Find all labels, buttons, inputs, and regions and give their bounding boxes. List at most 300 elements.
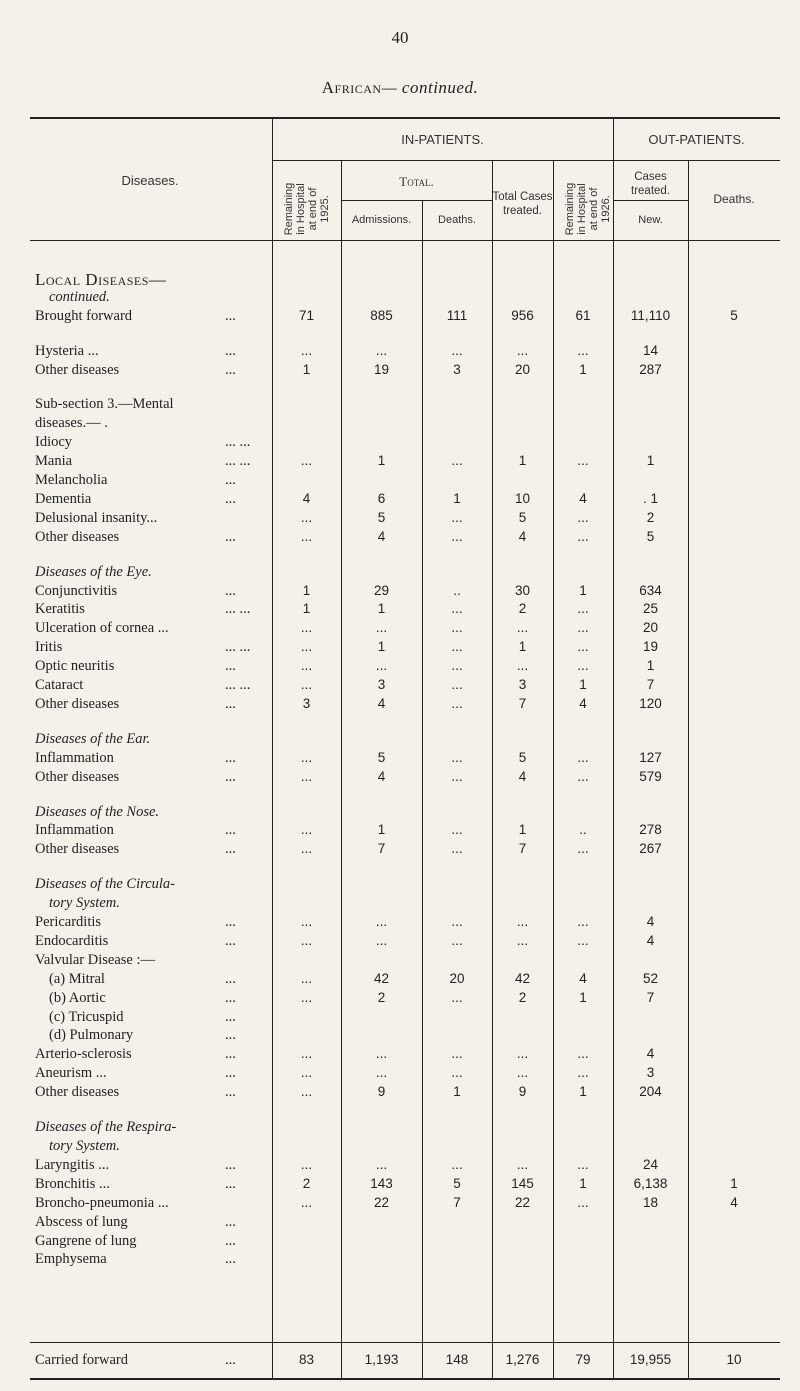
cell-deaths: 7 xyxy=(453,1195,461,1210)
page-title xyxy=(0,78,800,98)
cell-admissions: 4 xyxy=(377,769,386,784)
table-row xyxy=(0,731,800,751)
cell-new: 5 xyxy=(646,529,655,544)
cell-deaths: .. xyxy=(453,583,461,598)
table-row xyxy=(0,914,800,934)
cell-admissions: 1 xyxy=(377,453,386,468)
cell-total-cases: 7 xyxy=(518,841,527,856)
cell-remaining-1925: 1 xyxy=(302,583,311,598)
cell-remaining-1925: ... xyxy=(300,990,313,1005)
cell-remaining-1925: ... xyxy=(300,914,313,929)
cell-total-cases: 2 xyxy=(518,601,527,616)
cell-remaining-1925: ... xyxy=(300,1046,313,1061)
carried-forward-label: Carried forward xyxy=(35,1352,128,1368)
cell-remaining-1925: ... xyxy=(300,343,313,358)
table-row xyxy=(0,804,800,824)
cell-admissions: 42 xyxy=(373,971,390,986)
cell-new: 278 xyxy=(639,822,662,837)
row-leader-dots: ... xyxy=(225,658,236,674)
table-row xyxy=(0,529,800,549)
carried-forward-dots: ... xyxy=(225,1352,236,1368)
header-cases-treated-l1: Cases xyxy=(634,171,667,183)
cell-new: 4 xyxy=(646,914,655,929)
cell-new: 204 xyxy=(639,1084,662,1099)
row-label: continued. xyxy=(49,289,110,305)
cell-new: 24 xyxy=(642,1157,659,1172)
row-label: tory System. xyxy=(49,895,120,911)
cell-remaining-1925: ... xyxy=(300,933,313,948)
header-in-patients: IN-PATIENTS. xyxy=(401,132,484,147)
header-new: New. xyxy=(638,214,663,226)
header-total-cases-l2: treated. xyxy=(503,205,542,217)
cell-admissions: ... xyxy=(375,658,388,673)
cell-deaths: ... xyxy=(451,914,463,929)
cf-out-deaths: 10 xyxy=(726,1352,742,1367)
cell-remaining-1925: ... xyxy=(300,453,313,468)
table-row xyxy=(0,343,800,363)
cell-remaining-1926: 61 xyxy=(575,308,591,323)
table-row xyxy=(0,1138,800,1158)
row-leader-dots: ... xyxy=(225,933,236,949)
cell-deaths: ... xyxy=(451,769,463,784)
row-label: Valvular Disease :— xyxy=(35,952,155,968)
cell-remaining-1925: ... xyxy=(300,769,313,784)
row-label: Laryngitis ... xyxy=(35,1157,110,1173)
cell-admissions: 7 xyxy=(377,841,386,856)
cell-deaths: ... xyxy=(451,529,463,544)
table-row xyxy=(0,620,800,640)
cell-admissions: 22 xyxy=(373,1195,390,1210)
cf-new: 19,955 xyxy=(629,1352,672,1367)
cell-admissions: 4 xyxy=(377,696,386,711)
cell-total-cases: 2 xyxy=(518,990,527,1005)
in-patients-rule xyxy=(272,160,780,161)
row-leader-dots: ... xyxy=(225,1176,236,1192)
cell-deaths: ... xyxy=(451,453,463,468)
row-label: Brought forward xyxy=(35,308,133,324)
row-leader-dots: ... xyxy=(225,1027,236,1043)
row-label: Other diseases xyxy=(35,529,120,545)
cell-deaths: ... xyxy=(451,1046,463,1061)
table-row xyxy=(0,510,800,530)
header-remaining-1926-l3: at end of xyxy=(588,187,600,231)
cell-remaining-1926: 1 xyxy=(579,1084,587,1099)
cell-new: 579 xyxy=(639,769,662,784)
cf-deaths: 148 xyxy=(445,1352,469,1367)
table-row xyxy=(0,564,800,584)
cell-remaining-1926: .. xyxy=(579,822,587,837)
cell-admissions: 9 xyxy=(377,1084,386,1099)
cell-admissions: 1 xyxy=(377,822,386,837)
cell-deaths: ... xyxy=(451,750,463,765)
row-leader-dots: ... xyxy=(225,343,236,359)
row-label: Delusional insanity... xyxy=(35,510,158,526)
cell-total-cases: ... xyxy=(516,914,529,929)
cell-total-cases: 42 xyxy=(514,971,531,986)
row-label: Other diseases xyxy=(35,362,120,378)
row-leader-dots: ... xyxy=(225,971,236,987)
row-label: Gangrene of lung xyxy=(35,1233,137,1249)
title-sub: — continued. xyxy=(381,78,479,97)
cell-new: 120 xyxy=(639,696,662,711)
row-leader-dots: ... ... xyxy=(225,601,251,617)
row-label: Conjunctivitis xyxy=(35,583,118,599)
row-leader-dots: ... xyxy=(225,529,236,545)
table-row xyxy=(0,1027,800,1047)
row-leader-dots: ... xyxy=(225,491,236,507)
table-row xyxy=(0,1084,800,1104)
cell-remaining-1925: ... xyxy=(300,529,313,544)
header-total-cases xyxy=(492,190,553,218)
table-row xyxy=(0,583,800,603)
cell-total-cases: ... xyxy=(516,933,529,948)
cell-total-cases: 145 xyxy=(511,1176,534,1191)
cf-remaining-1926: 79 xyxy=(575,1352,591,1367)
header-remaining-1925-l3: at end of xyxy=(307,187,319,231)
cell-deaths: ... xyxy=(451,822,463,837)
header-remaining-1925-l1: Remaining xyxy=(283,182,295,236)
table-row xyxy=(0,933,800,953)
row-leader-dots: ... xyxy=(225,362,236,378)
table-row xyxy=(0,289,800,309)
cell-remaining-1926: ... xyxy=(577,639,589,654)
header-total-cases-l1: Total Cases xyxy=(492,191,553,203)
cell-admissions: 2 xyxy=(377,990,386,1005)
row-leader-dots: ... xyxy=(225,1009,236,1025)
row-leader-dots: ... xyxy=(225,583,236,599)
cell-admissions: 6 xyxy=(377,491,386,506)
cell-new: 52 xyxy=(642,971,659,986)
cell-remaining-1925: ... xyxy=(300,971,313,986)
cell-new: 634 xyxy=(639,583,662,598)
page-number: 40 xyxy=(391,28,409,47)
cell-deaths: 5 xyxy=(453,1176,461,1191)
cell-total-cases: 1 xyxy=(518,639,527,654)
cell-admissions: 4 xyxy=(377,529,386,544)
cell-total-cases: 956 xyxy=(511,308,534,323)
table-row xyxy=(0,895,800,915)
cases-sub-rule xyxy=(613,200,688,201)
header-admissions: Admissions. xyxy=(351,214,412,226)
cell-admissions: ... xyxy=(375,620,388,635)
cell-deaths: ... xyxy=(451,658,463,673)
top-rule xyxy=(30,117,780,119)
row-label: Arterio-sclerosis xyxy=(35,1046,132,1062)
cell-remaining-1926: ... xyxy=(577,750,589,765)
cell-admissions: ... xyxy=(375,1046,388,1061)
cell-new: . 1 xyxy=(642,491,658,506)
table-row xyxy=(0,308,800,328)
table-row xyxy=(0,1251,800,1271)
table-row xyxy=(0,472,800,492)
cell-new: 11,110 xyxy=(630,308,671,323)
cell-remaining-1926: ... xyxy=(577,1065,589,1080)
cell-admissions: 143 xyxy=(370,1176,393,1191)
row-label: Diseases of the Respira- xyxy=(35,1119,177,1135)
header-remaining-1925-l4: 1925. xyxy=(319,195,331,223)
cell-deaths: 20 xyxy=(449,971,465,986)
cell-total-cases: 4 xyxy=(518,769,527,784)
row-label: Other diseases xyxy=(35,1084,120,1100)
cell-admissions: ... xyxy=(375,1065,388,1080)
cell-deaths: ... xyxy=(451,510,463,525)
cell-out-deaths: 5 xyxy=(730,308,738,323)
row-leader-dots: ... xyxy=(225,1233,236,1249)
cell-deaths: ... xyxy=(451,1157,463,1172)
table-row xyxy=(0,822,800,842)
cell-remaining-1925: 2 xyxy=(302,1176,311,1191)
title-main: African xyxy=(321,78,382,97)
cell-deaths: 1 xyxy=(453,491,461,506)
cell-new: 4 xyxy=(646,933,655,948)
table-row xyxy=(0,270,800,290)
cf-admissions: 1,193 xyxy=(364,1352,399,1367)
cell-total-cases: ... xyxy=(516,658,529,673)
cell-new: 127 xyxy=(639,750,662,765)
row-label: Inflammation xyxy=(35,750,114,766)
cell-remaining-1925: ... xyxy=(300,822,313,837)
row-label: Idiocy xyxy=(35,434,73,450)
row-label: Diseases of the Eye. xyxy=(35,564,152,580)
table-row xyxy=(0,1065,800,1085)
row-leader-dots: ... xyxy=(225,472,236,488)
cell-remaining-1925: ... xyxy=(300,750,313,765)
cell-remaining-1926: 1 xyxy=(579,990,587,1005)
cell-remaining-1925: ... xyxy=(300,1157,313,1172)
header-remaining-1925-l2: in Hospital xyxy=(295,183,307,235)
cell-remaining-1926: ... xyxy=(577,1195,589,1210)
header-remaining-1926-l1: Remaining xyxy=(564,182,576,236)
row-label: Local Diseases— xyxy=(35,270,167,289)
header-total: Total. xyxy=(399,174,434,189)
cell-total-cases: 22 xyxy=(514,1195,531,1210)
row-leader-dots: ... xyxy=(225,841,236,857)
table-row xyxy=(0,453,800,473)
cell-admissions: 885 xyxy=(370,308,393,323)
cell-new: 7 xyxy=(646,677,655,692)
table-row xyxy=(0,396,800,416)
cell-admissions: 3 xyxy=(377,677,386,692)
cell-remaining-1925: ... xyxy=(300,677,313,692)
cf-total-cases: 1,276 xyxy=(505,1352,540,1367)
cell-deaths: ... xyxy=(451,639,463,654)
bottom-rule-1 xyxy=(30,1378,780,1380)
cell-remaining-1926: 4 xyxy=(579,491,587,506)
row-label: Other diseases xyxy=(35,696,120,712)
cell-remaining-1926: ... xyxy=(577,343,589,358)
cell-new: 25 xyxy=(642,601,659,616)
table-row xyxy=(0,434,800,454)
cell-new: 2 xyxy=(646,510,655,525)
cell-deaths: 1 xyxy=(453,1084,461,1099)
cell-remaining-1926: ... xyxy=(577,841,589,856)
cell-admissions: 5 xyxy=(377,510,386,525)
row-label: Iritis xyxy=(35,639,63,655)
row-label: Bronchitis ... xyxy=(35,1176,110,1192)
cell-remaining-1925: ... xyxy=(300,510,313,525)
cell-total-cases: 10 xyxy=(514,491,531,506)
header-remaining-1925 xyxy=(283,169,331,249)
cell-total-cases: 1 xyxy=(518,822,527,837)
row-label: Dementia xyxy=(35,491,92,507)
row-leader-dots: ... ... xyxy=(225,434,251,450)
cell-total-cases: 4 xyxy=(518,529,527,544)
cell-new: 7 xyxy=(646,990,655,1005)
row-label: Cataract xyxy=(35,677,84,693)
carried-forward-rule xyxy=(30,1342,780,1343)
row-leader-dots: ... ... xyxy=(225,453,251,469)
row-leader-dots: ... xyxy=(225,1065,236,1081)
row-leader-dots: ... xyxy=(225,990,236,1006)
table-row xyxy=(0,1195,800,1215)
row-leader-dots: ... xyxy=(225,696,236,712)
table-row xyxy=(0,769,800,789)
cell-remaining-1926: ... xyxy=(577,620,589,635)
cell-admissions: 5 xyxy=(377,750,386,765)
header-out-patients: OUT-PATIENTS. xyxy=(648,132,745,147)
table-row xyxy=(0,952,800,972)
cell-total-cases: ... xyxy=(516,1046,529,1061)
cell-total-cases: 5 xyxy=(518,750,527,765)
cell-total-cases: 3 xyxy=(518,677,527,692)
table-row xyxy=(0,1214,800,1234)
cell-deaths: ... xyxy=(451,841,463,856)
cell-admissions: ... xyxy=(375,343,388,358)
cell-admissions: 1 xyxy=(377,639,386,654)
cell-new: 19 xyxy=(642,639,659,654)
cell-admissions: ... xyxy=(375,914,388,929)
row-label: Hysteria ... xyxy=(35,343,99,359)
row-label: diseases.— . xyxy=(35,415,108,431)
cell-total-cases: 20 xyxy=(514,362,531,377)
cell-remaining-1925: ... xyxy=(300,658,313,673)
cell-new: 20 xyxy=(642,620,659,635)
header-bottom-rule xyxy=(30,240,780,241)
row-leader-dots: ... xyxy=(225,308,236,324)
cell-total-cases: ... xyxy=(516,1065,529,1080)
table-row xyxy=(0,750,800,770)
table-row xyxy=(0,601,800,621)
cell-remaining-1925: 1 xyxy=(302,601,311,616)
row-label: Aneurism ... xyxy=(35,1065,107,1081)
table-row xyxy=(0,696,800,716)
row-label: tory System. xyxy=(49,1138,120,1154)
cell-remaining-1926: ... xyxy=(577,1157,589,1172)
cell-remaining-1926: 1 xyxy=(579,362,587,377)
cell-total-cases: 9 xyxy=(518,1084,527,1099)
cell-remaining-1925: ... xyxy=(300,1065,313,1080)
cell-remaining-1925: 3 xyxy=(302,696,311,711)
row-label: Abscess of lung xyxy=(35,1214,128,1230)
cell-deaths: ... xyxy=(451,620,463,635)
cell-remaining-1926: 4 xyxy=(579,696,587,711)
table-row xyxy=(0,639,800,659)
cf-remaining-1925: 83 xyxy=(298,1352,315,1367)
cell-remaining-1925: ... xyxy=(300,620,313,635)
header-remaining-1926-l4: 1926. xyxy=(600,195,612,223)
cell-remaining-1926: 4 xyxy=(579,971,587,986)
header-deaths: Deaths. xyxy=(438,214,476,226)
cell-total-cases: 5 xyxy=(518,510,527,525)
table-row xyxy=(0,658,800,678)
cell-remaining-1926: ... xyxy=(577,510,589,525)
cell-remaining-1925: ... xyxy=(300,1084,313,1099)
cell-remaining-1926: ... xyxy=(577,933,589,948)
row-leader-dots: ... xyxy=(225,1046,236,1062)
row-label: Mania xyxy=(35,453,73,469)
cell-remaining-1926: ... xyxy=(577,769,589,784)
cell-new: 3 xyxy=(646,1065,655,1080)
cell-remaining-1926: 1 xyxy=(579,583,587,598)
table-row xyxy=(0,1119,800,1139)
row-label: Melancholia xyxy=(35,472,108,488)
cell-deaths: ... xyxy=(451,933,463,948)
row-label: Other diseases xyxy=(35,769,120,785)
row-label: Sub-section 3.—Mental xyxy=(35,396,174,412)
cell-deaths: 111 xyxy=(446,308,468,323)
cell-admissions: 29 xyxy=(373,583,390,598)
row-leader-dots: ... xyxy=(225,822,236,838)
row-label: Ulceration of cornea ... xyxy=(35,620,169,636)
table-row xyxy=(0,841,800,861)
row-label: Diseases of the Ear. xyxy=(35,731,151,747)
row-label: Pericarditis xyxy=(35,914,102,930)
cell-remaining-1926: ... xyxy=(577,1046,589,1061)
row-label: (d) Pulmonary xyxy=(49,1027,134,1043)
cell-admissions: 1 xyxy=(377,601,386,616)
table-row xyxy=(0,362,800,382)
cell-deaths: ... xyxy=(451,1065,463,1080)
row-label: (a) Mitral xyxy=(49,971,105,987)
cell-remaining-1925: 4 xyxy=(302,491,311,506)
cell-total-cases: ... xyxy=(516,620,529,635)
cell-total-cases: 7 xyxy=(518,696,527,711)
table-row xyxy=(0,1009,800,1029)
table-row xyxy=(0,876,800,896)
cell-deaths: 3 xyxy=(453,362,461,377)
cell-new: 4 xyxy=(646,1046,655,1061)
row-label: (c) Tricuspid xyxy=(49,1009,124,1025)
cell-remaining-1926: 1 xyxy=(579,677,587,692)
cell-remaining-1925: ... xyxy=(300,1195,313,1210)
cell-new: 287 xyxy=(639,362,662,377)
cell-admissions: 19 xyxy=(373,362,390,377)
cell-out-deaths: 4 xyxy=(730,1195,738,1210)
cell-total-cases: 1 xyxy=(518,453,527,468)
cell-remaining-1926: ... xyxy=(577,658,589,673)
cell-remaining-1925: ... xyxy=(300,639,313,654)
row-label: Inflammation xyxy=(35,822,114,838)
row-label: Endocarditis xyxy=(35,933,109,949)
table-row xyxy=(0,1233,800,1253)
row-leader-dots: ... xyxy=(225,769,236,785)
cell-total-cases: ... xyxy=(516,1157,529,1172)
cell-deaths: ... xyxy=(451,990,463,1005)
cell-remaining-1925: 71 xyxy=(298,308,315,323)
row-leader-dots: ... xyxy=(225,750,236,766)
cell-new: 267 xyxy=(639,841,662,856)
cell-new: 18 xyxy=(642,1195,659,1210)
table-row xyxy=(0,1046,800,1066)
cell-remaining-1926: ... xyxy=(577,453,589,468)
table-row xyxy=(0,990,800,1010)
row-label: (b) Aortic xyxy=(49,990,106,1006)
row-leader-dots: ... xyxy=(225,914,236,930)
cell-admissions: ... xyxy=(375,1157,388,1172)
cell-remaining-1926: 1 xyxy=(579,1176,587,1191)
header-cases-treated xyxy=(613,170,688,198)
cell-deaths: ... xyxy=(451,696,463,711)
